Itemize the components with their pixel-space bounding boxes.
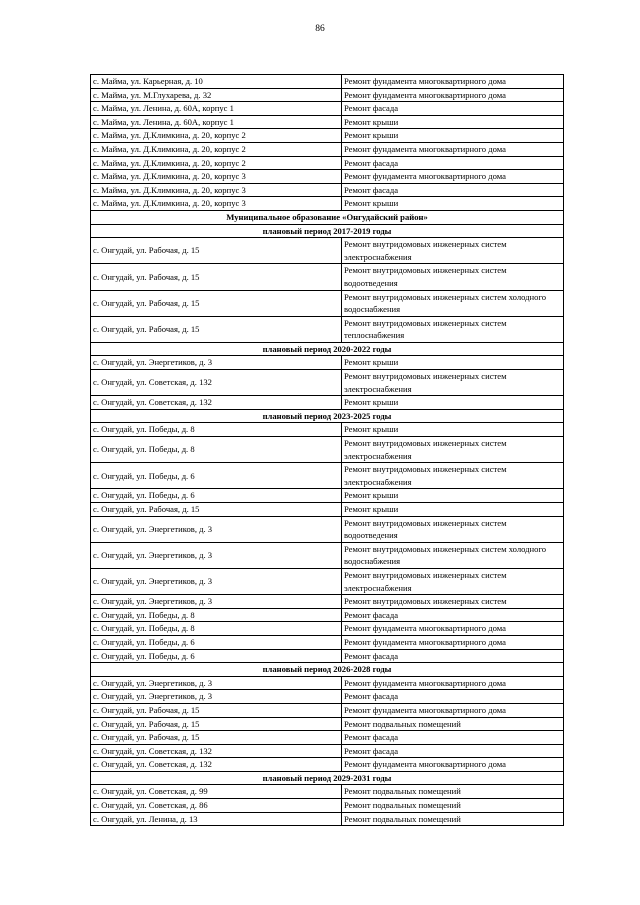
work-type-cell: Ремонт крыши [342,423,564,437]
address-cell: с. Майма, ул. Д.Климкина, д. 20, корпус 2 [91,142,342,156]
section-heading-row [91,663,564,677]
table-row [91,516,564,542]
section-heading-row [91,224,564,238]
work-type-cell: Ремонт фундамента многоквартирного дома [342,622,564,636]
work-type-cell: Ремонт фундамента многоквартирного дома [342,703,564,717]
work-type-cell: Ремонт крыши [342,115,564,129]
section-heading: плановый период 2020-2022 годы [91,342,564,356]
address-cell: с. Онгудай, ул. Рабочая, д. 15 [91,290,342,316]
address-cell: с. Майма, ул. М.Глухарева, д. 32 [91,88,342,102]
work-type-cell: Ремонт крыши [342,503,564,517]
table-row [91,690,564,704]
table-row [91,622,564,636]
address-cell: с. Онгудай, ул. Рабочая, д. 15 [91,731,342,745]
table-row [91,635,564,649]
section-heading: плановый период 2026-2028 годы [91,663,564,677]
address-cell: с. Майма, ул. Д.Климкина, д. 20, корпус 2 [91,156,342,170]
address-cell: с. Онгудай, ул. Победы, д. 8 [91,423,342,437]
address-cell: с. Онгудай, ул. Энергетиков, д. 3 [91,568,342,594]
work-type-cell: Ремонт крыши [342,197,564,211]
work-type-cell: Ремонт внутридомовых инженерных систем электроснабжения [342,463,564,489]
table-row [91,437,564,463]
work-type-cell: Ремонт фасада [342,102,564,116]
work-type-cell: Ремонт внутридомовых инженерных систем электроснабжения [342,238,564,264]
address-cell: с. Онгудай, ул. Советская, д. 132 [91,370,342,396]
address-cell: с. Онгудай, ул. Победы, д. 8 [91,608,342,622]
address-cell: с. Онгудай, ул. Советская, д. 132 [91,396,342,410]
address-cell: с. Онгудай, ул. Советская, д. 86 [91,799,342,813]
address-cell: с. Майма, ул. Д.Климкина, д. 20, корпус 3 [91,197,342,211]
table-row [91,608,564,622]
table-row [91,264,564,290]
section-heading-row [91,210,564,224]
work-type-cell: Ремонт внутридомовых инженерных систем электроснабжения [342,568,564,594]
address-cell: с. Майма, ул. Д.Климкина, д. 20, корпус 2 [91,129,342,143]
work-type-cell: Ремонт фундамента многоквартирного дома [342,635,564,649]
address-cell: с. Онгудай, ул. Рабочая, д. 15 [91,264,342,290]
table-row [91,799,564,813]
address-cell: с. Онгудай, ул. Советская, д. 132 [91,758,342,772]
table-row [91,423,564,437]
address-cell: с. Онгудай, ул. Победы, д. 6 [91,649,342,663]
table-row [91,542,564,568]
table-row [91,183,564,197]
address-cell: с. Онгудай, ул. Победы, д. 6 [91,635,342,649]
work-type-cell: Ремонт крыши [342,489,564,503]
table-row [91,676,564,690]
work-type-cell: Ремонт внутридомовых инженерных систем холодного водоснабжения [342,290,564,316]
table-row [91,316,564,342]
work-type-cell: Ремонт фасада [342,649,564,663]
address-cell: с. Онгудай, ул. Победы, д. 6 [91,463,342,489]
address-cell: с. Онгудай, ул. Энергетиков, д. 3 [91,595,342,609]
work-type-cell: Ремонт фундамента многоквартирного дома [342,676,564,690]
table-body [91,75,564,826]
address-cell: с. Майма, ул. Карьерная, д. 10 [91,75,342,89]
table-row [91,595,564,609]
table-row [91,156,564,170]
table-row [91,170,564,184]
address-cell: с. Онгудай, ул. Рабочая, д. 15 [91,703,342,717]
work-type-cell: Ремонт фундамента многоквартирного дома [342,170,564,184]
table-row [91,731,564,745]
work-type-cell: Ремонт крыши [342,396,564,410]
section-heading: Муниципальное образование «Онгудайский район» [91,210,564,224]
table-row [91,758,564,772]
table-row [91,568,564,594]
work-type-cell: Ремонт фасада [342,731,564,745]
address-cell: с. Онгудай, ул. Энергетиков, д. 3 [91,542,342,568]
table-row [91,463,564,489]
table-row [91,370,564,396]
address-cell: с. Онгудай, ул. Победы, д. 8 [91,622,342,636]
work-type-cell: Ремонт внутридомовых инженерных систем водоотведения [342,516,564,542]
table-row [91,503,564,517]
work-type-cell: Ремонт внутридомовых инженерных систем [342,595,564,609]
section-heading: плановый период 2029-2031 годы [91,771,564,785]
table-row [91,649,564,663]
address-cell: с. Майма, ул. Ленина, д. 60А, корпус 1 [91,115,342,129]
repair-schedule-table [90,74,564,826]
work-type-cell: Ремонт фасада [342,156,564,170]
table-row [91,785,564,799]
table-row [91,75,564,89]
address-cell: с. Онгудай, ул. Победы, д. 8 [91,437,342,463]
address-cell: с. Онгудай, ул. Победы, д. 6 [91,489,342,503]
address-cell: с. Онгудай, ул. Советская, д. 99 [91,785,342,799]
work-type-cell: Ремонт внутридомовых инженерных систем электроснабжения [342,370,564,396]
work-type-cell: Ремонт подвальных помещений [342,717,564,731]
address-cell: с. Майма, ул. Д.Климкина, д. 20, корпус 3 [91,183,342,197]
work-type-cell: Ремонт внутридомовых инженерных систем холодного водоснабжения [342,542,564,568]
address-cell: с. Онгудай, ул. Советская, д. 132 [91,744,342,758]
work-type-cell: Ремонт фундамента многоквартирного дома [342,88,564,102]
work-type-cell: Ремонт фасада [342,744,564,758]
address-cell: с. Онгудай, ул. Рабочая, д. 15 [91,316,342,342]
address-cell: с. Онгудай, ул. Рабочая, д. 15 [91,503,342,517]
address-cell: с. Онгудай, ул. Рабочая, д. 15 [91,717,342,731]
section-heading: плановый период 2017-2019 годы [91,224,564,238]
table-row [91,142,564,156]
table-row [91,489,564,503]
address-cell: с. Онгудай, ул. Энергетиков, д. 3 [91,516,342,542]
work-type-cell: Ремонт фундамента многоквартирного дома [342,75,564,89]
address-cell: с. Онгудай, ул. Энергетиков, д. 3 [91,690,342,704]
table-row [91,396,564,410]
work-type-cell: Ремонт подвальных помещений [342,799,564,813]
work-type-cell: Ремонт фасада [342,183,564,197]
work-type-cell: Ремонт крыши [342,356,564,370]
table-row [91,290,564,316]
table-row [91,88,564,102]
work-type-cell: Ремонт фундамента многоквартирного дома [342,758,564,772]
table-row [91,102,564,116]
table-row [91,129,564,143]
table-row [91,115,564,129]
work-type-cell: Ремонт крыши [342,129,564,143]
table-row [91,356,564,370]
work-type-cell: Ремонт внутридомовых инженерных систем теплоснабжения [342,316,564,342]
work-type-cell: Ремонт внутридомовых инженерных систем электроснабжения [342,437,564,463]
table-row [91,744,564,758]
address-cell: с. Майма, ул. Д.Климкина, д. 20, корпус 3 [91,170,342,184]
table-row [91,717,564,731]
work-type-cell: Ремонт фундамента многоквартирного дома [342,142,564,156]
work-type-cell: Ремонт подвальных помещений [342,785,564,799]
address-cell: с. Онгудай, ул. Рабочая, д. 15 [91,238,342,264]
table-row [91,812,564,826]
table-row [91,703,564,717]
page-number: 86 [315,24,325,34]
address-cell: с. Онгудай, ул. Энергетиков, д. 3 [91,676,342,690]
address-cell: с. Онгудай, ул. Энергетиков, д. 3 [91,356,342,370]
section-heading-row [91,342,564,356]
work-type-cell: Ремонт внутридомовых инженерных систем водоотведения [342,264,564,290]
table-row [91,238,564,264]
section-heading-row [91,409,564,423]
section-heading: плановый период 2023-2025 годы [91,409,564,423]
work-type-cell: Ремонт фасада [342,690,564,704]
section-heading-row [91,771,564,785]
work-type-cell: Ремонт фасада [342,608,564,622]
address-cell: с. Майма, ул. Ленина, д. 60А, корпус 1 [91,102,342,116]
table-row [91,197,564,211]
work-type-cell: Ремонт подвальных помещений [342,812,564,826]
address-cell: с. Онгудай, ул. Ленина, д. 13 [91,812,342,826]
